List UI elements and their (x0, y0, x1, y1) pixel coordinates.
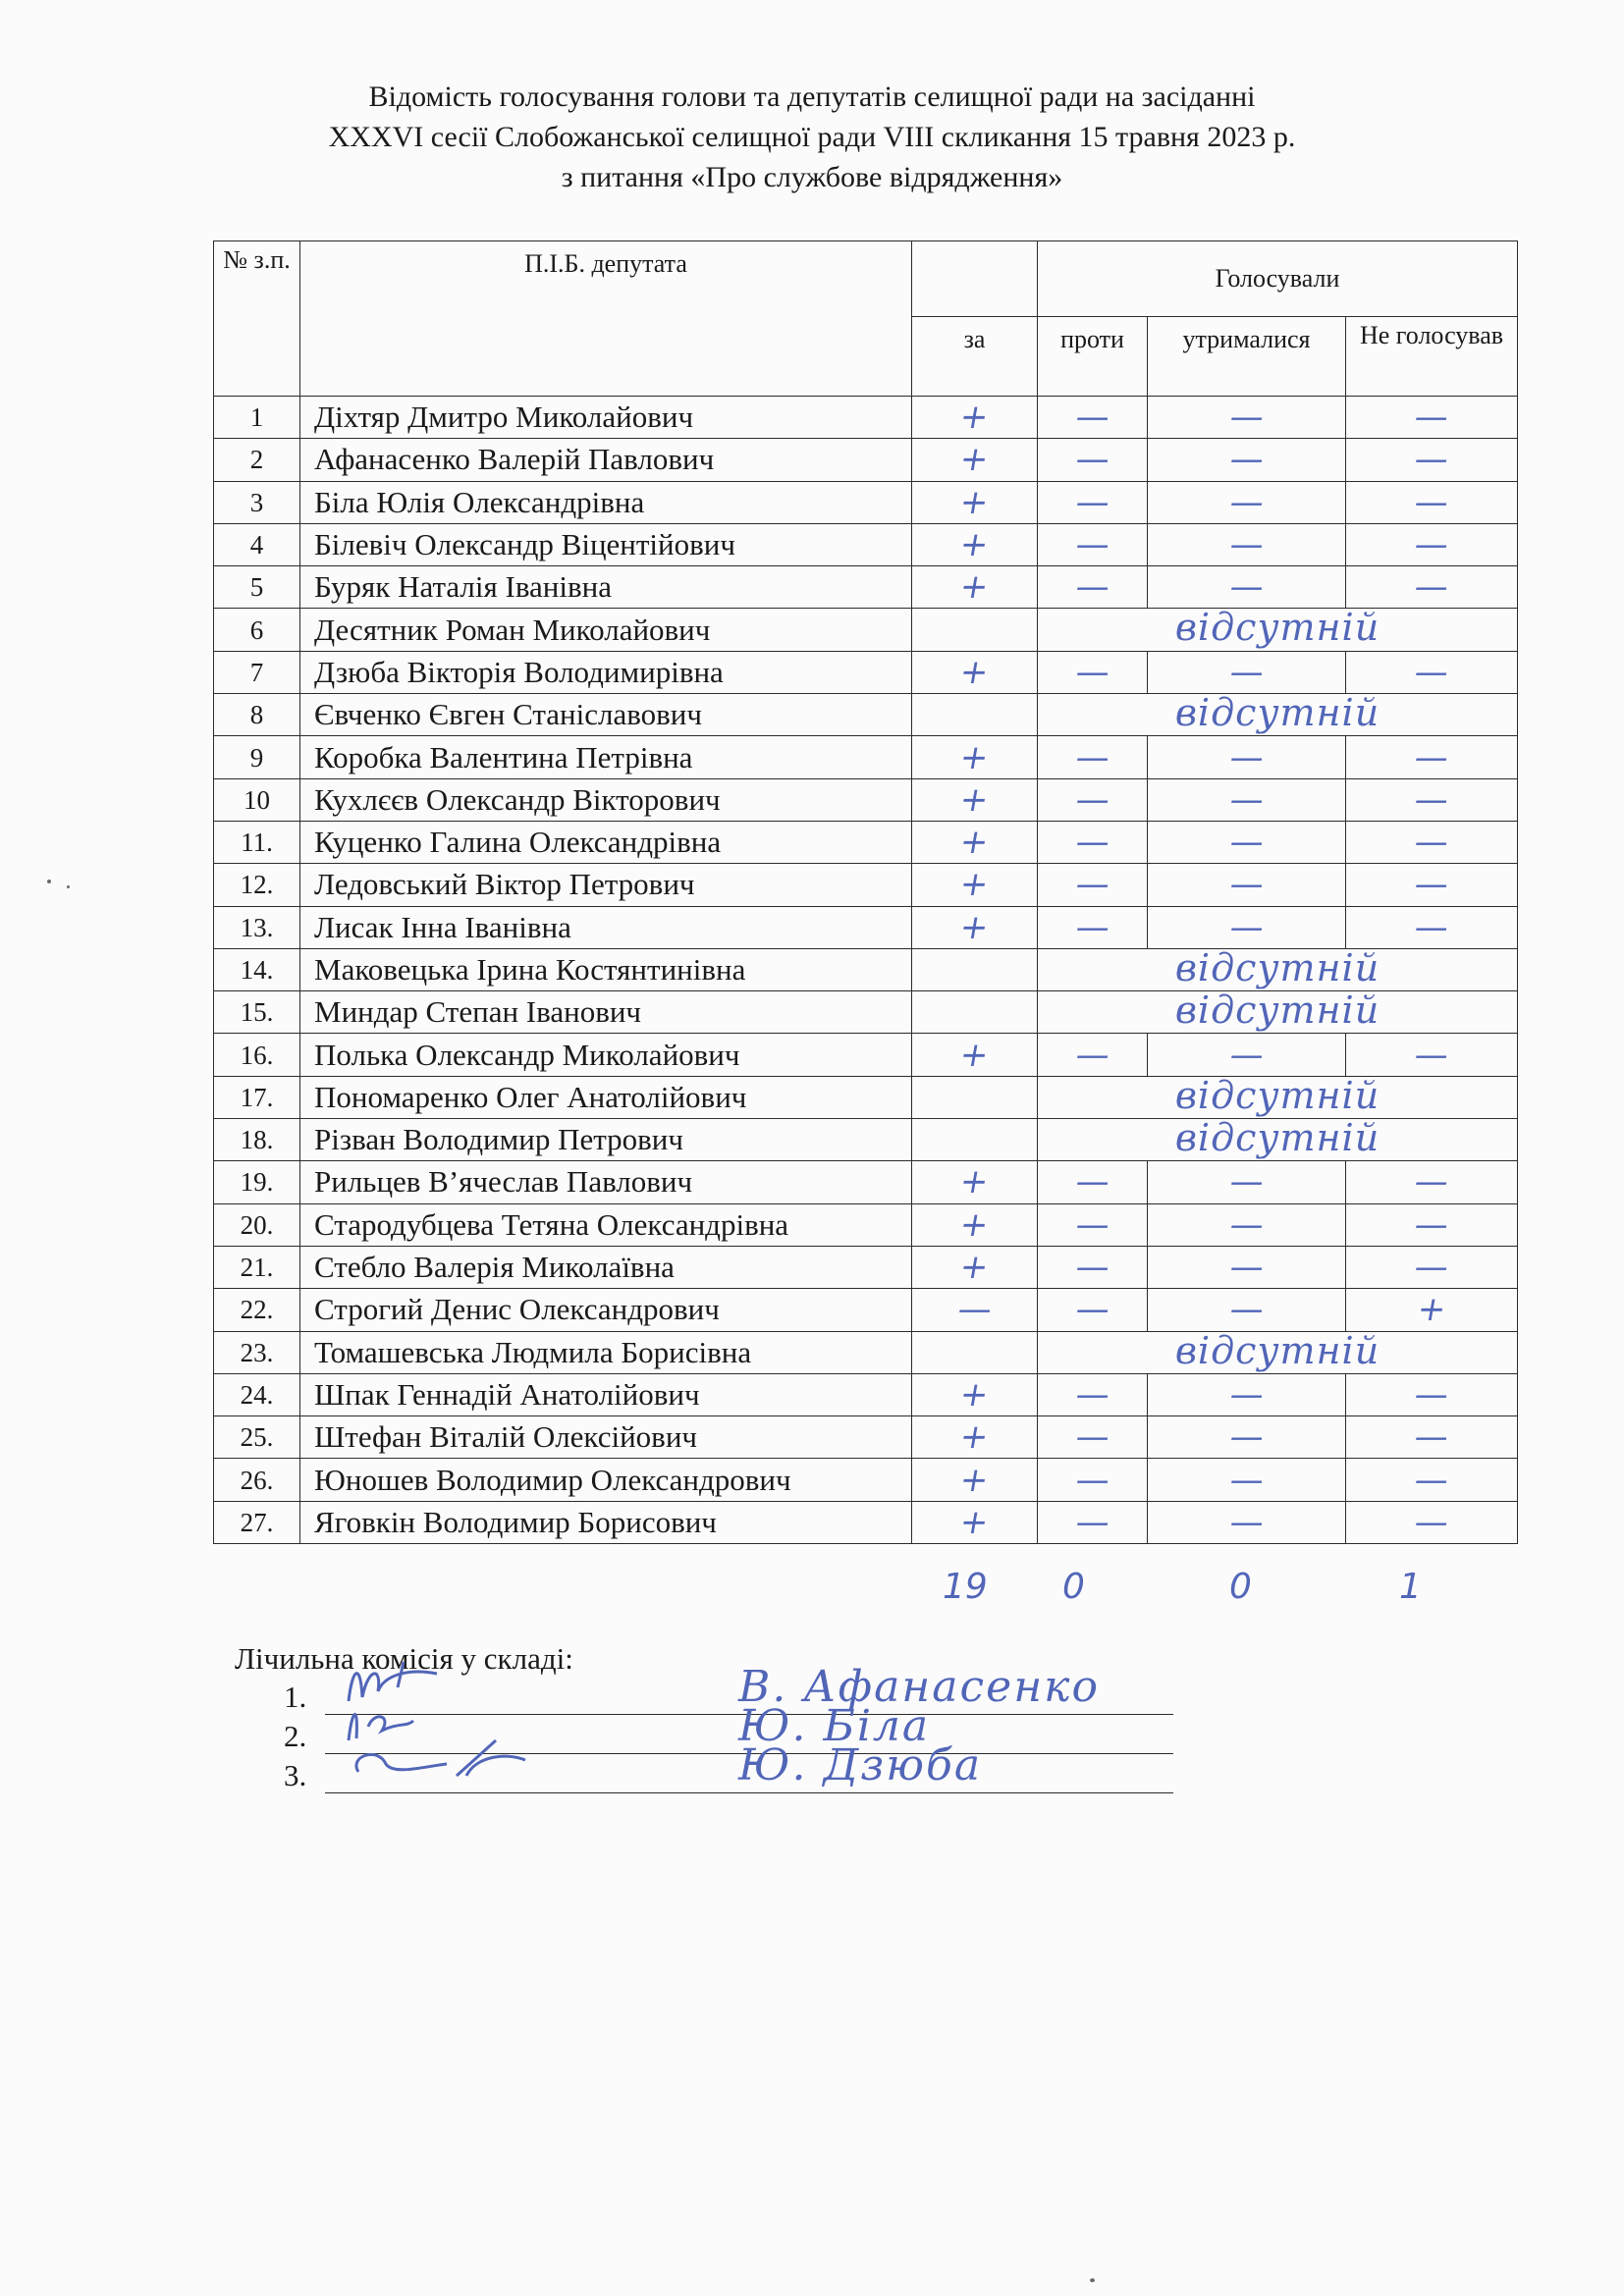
vote-not-voted-cell (1346, 1501, 1518, 1543)
absent-cell (1038, 609, 1518, 651)
scan-speck (67, 885, 70, 888)
vote-not-voted-cell (1346, 397, 1518, 439)
vote-mark: — (1411, 398, 1452, 438)
deputy-name: Юношев Володимир Олександрович (300, 1459, 912, 1501)
vote-against-cell (1038, 864, 1148, 906)
vote-against-cell (1038, 1034, 1148, 1076)
table-row (214, 1034, 1518, 1076)
vote-abstain-cell (1148, 906, 1346, 948)
table-row (214, 1246, 1518, 1288)
commission-member-name: В. Афанасенко (738, 1662, 1100, 1712)
vote-for-cell (912, 609, 1038, 651)
vote-abstain-cell (1148, 821, 1346, 863)
vote-not-voted-cell (1346, 906, 1518, 948)
vote-not-voted-cell (1346, 864, 1518, 906)
vote-mark: + (956, 1035, 993, 1075)
vote-for-cell (912, 1373, 1038, 1415)
vote-mark: + (956, 865, 993, 905)
vote-for-cell (912, 439, 1038, 481)
vote-mark: + (956, 1417, 993, 1458)
commission-member-number: 3. (284, 1758, 307, 1792)
deputy-name: Буряк Наталія Іванівна (300, 566, 912, 609)
vote-not-voted-cell (1346, 1416, 1518, 1459)
row-number: 8 (214, 694, 300, 736)
vote-not-voted-cell (1346, 1161, 1518, 1203)
vote-mark: — (1411, 1417, 1452, 1458)
commission-member-number: 1. (284, 1680, 307, 1714)
vote-abstain-cell (1148, 1034, 1346, 1076)
vote-mark: — (1071, 1162, 1113, 1202)
vote-against-cell (1038, 1203, 1148, 1246)
absent-cell (1038, 694, 1518, 736)
vote-abstain-cell (1148, 651, 1346, 693)
col-header-not-voted: Не голосував (1346, 317, 1518, 397)
vote-mark: — (1225, 1460, 1268, 1500)
vote-mark: — (1225, 1162, 1268, 1202)
vote-abstain-cell (1148, 1459, 1346, 1501)
vote-abstain-cell (1148, 736, 1346, 778)
vote-mark: — (1411, 525, 1452, 565)
vote-mark: — (1071, 1248, 1113, 1288)
vote-not-voted-cell (1346, 778, 1518, 821)
table-row (214, 948, 1518, 990)
vote-for-cell (912, 481, 1038, 523)
vote-mark: — (1225, 440, 1268, 480)
col-header-empty (912, 241, 1038, 317)
vote-mark: — (1225, 1417, 1268, 1458)
vote-not-voted-cell (1346, 439, 1518, 481)
voting-table (213, 240, 1518, 1544)
vote-abstain-cell (1148, 1289, 1346, 1331)
vote-against-cell (1038, 1501, 1148, 1543)
header-line-3: з питання «Про службове відрядження» (561, 161, 1063, 193)
vote-mark: — (1071, 1204, 1113, 1245)
vote-mark: — (1411, 440, 1452, 480)
vote-against-cell (1038, 1161, 1148, 1203)
vote-mark: + (956, 1162, 993, 1202)
row-number: 25. (214, 1416, 300, 1459)
vote-mark: + (956, 779, 993, 820)
vote-mark: + (956, 398, 993, 438)
table-row (214, 1076, 1518, 1118)
table-row (214, 1373, 1518, 1415)
vote-for-cell (912, 1501, 1038, 1543)
vote-for-cell (912, 1034, 1038, 1076)
vote-against-cell (1038, 1289, 1148, 1331)
vote-for-cell (912, 1331, 1038, 1373)
vote-mark: — (1225, 482, 1268, 522)
vote-abstain-cell (1148, 566, 1346, 609)
table-row (214, 1459, 1518, 1501)
row-number: 19. (214, 1161, 300, 1203)
deputy-name: Ледовський Віктор Петрович (300, 864, 912, 906)
table-row (214, 1203, 1518, 1246)
commission-member-name: Ю. Дзюба (738, 1740, 983, 1790)
vote-mark: — (1411, 779, 1452, 820)
absent-mark: відсутній (1174, 1118, 1380, 1160)
vote-against-cell (1038, 1246, 1148, 1288)
vote-for-cell (912, 778, 1038, 821)
vote-against-cell (1038, 821, 1148, 863)
vote-mark: — (1225, 907, 1268, 947)
vote-not-voted-cell (1346, 523, 1518, 565)
absent-mark: відсутній (1174, 1076, 1380, 1117)
absent-mark: відсутній (1174, 693, 1380, 735)
deputy-name: Томашевська Людмила Борисівна (300, 1331, 912, 1373)
col-header-name: П.І.Б. депутата (300, 241, 912, 397)
table-row (214, 1289, 1518, 1331)
row-number: 14. (214, 948, 300, 990)
vote-mark: + (956, 525, 993, 565)
deputy-name: Стародубцева Тетяна Олександрівна (300, 1203, 912, 1246)
absent-cell (1038, 1331, 1518, 1373)
vote-mark: + (956, 907, 993, 947)
deputy-name: Кухлєєв Олександр Вікторович (300, 778, 912, 821)
vote-mark: + (956, 1204, 993, 1245)
vote-for-cell (912, 991, 1038, 1034)
vote-for-cell (912, 1289, 1038, 1331)
vote-mark: — (1225, 567, 1268, 608)
col-header-against: проти (1038, 317, 1148, 397)
deputy-name: Коробка Валентина Петрівна (300, 736, 912, 778)
vote-mark: — (1071, 1374, 1113, 1415)
row-number: 12. (214, 864, 300, 906)
commission-member-name: Ю. Біла (738, 1701, 931, 1751)
table-row (214, 1119, 1518, 1161)
deputy-name: Шпак Геннадій Анатолійович (300, 1373, 912, 1415)
vote-mark: — (1071, 652, 1113, 692)
vote-against-cell (1038, 397, 1148, 439)
deputy-name: Пономаренко Олег Анатолійович (300, 1076, 912, 1118)
vote-for-cell (912, 1119, 1038, 1161)
vote-mark: + (956, 1248, 993, 1288)
vote-mark: + (956, 1460, 993, 1500)
vote-mark: — (1411, 1248, 1452, 1288)
vote-mark: — (1225, 1035, 1268, 1075)
vote-against-cell (1038, 906, 1148, 948)
vote-abstain-cell (1148, 397, 1346, 439)
scan-speck (1090, 2278, 1095, 2282)
vote-not-voted-cell (1346, 1373, 1518, 1415)
vote-mark: — (1411, 737, 1452, 777)
vote-mark: + (956, 737, 993, 777)
vote-abstain-cell (1148, 778, 1346, 821)
vote-not-voted-cell (1346, 1203, 1518, 1246)
vote-against-cell (1038, 1373, 1148, 1415)
vote-for-cell (912, 694, 1038, 736)
absent-mark: відсутній (1174, 990, 1380, 1033)
row-number: 18. (214, 1119, 300, 1161)
absent-cell (1038, 991, 1518, 1034)
vote-mark: — (1071, 482, 1113, 522)
row-number: 16. (214, 1034, 300, 1076)
deputy-name: Різван Володимир Петрович (300, 1119, 912, 1161)
deputy-name: Рильцев В’ячеслав Павлович (300, 1161, 912, 1203)
absent-mark: відсутній (1174, 608, 1380, 650)
row-number: 6 (214, 609, 300, 651)
table-row (214, 864, 1518, 906)
vote-abstain-cell (1148, 439, 1346, 481)
row-number: 9 (214, 736, 300, 778)
absent-mark: відсутній (1174, 948, 1380, 989)
col-header-voted: Голосували (1038, 241, 1518, 317)
deputy-name: Діхтяр Дмитро Миколайович (300, 397, 912, 439)
deputy-name: Афанасенко Валерій Павлович (300, 439, 912, 481)
row-number: 21. (214, 1246, 300, 1288)
vote-mark: — (1225, 1248, 1268, 1288)
vote-mark: — (1071, 440, 1113, 480)
vote-against-cell (1038, 481, 1148, 523)
vote-not-voted-cell (1346, 481, 1518, 523)
vote-mark: — (1225, 823, 1268, 863)
deputy-name: Строгий Денис Олександрович (300, 1289, 912, 1331)
vote-mark: + (1414, 1290, 1449, 1330)
table-row (214, 439, 1518, 481)
absent-cell (1038, 948, 1518, 990)
deputy-name: Лисак Інна Іванівна (300, 906, 912, 948)
table-row (214, 609, 1518, 651)
vote-abstain-cell (1148, 523, 1346, 565)
vote-not-voted-cell (1346, 1289, 1518, 1331)
vote-mark: — (1071, 907, 1113, 947)
vote-abstain-cell (1148, 1246, 1346, 1288)
row-number: 26. (214, 1459, 300, 1501)
vote-mark: — (1411, 1204, 1452, 1245)
row-number: 13. (214, 906, 300, 948)
table-row (214, 991, 1518, 1034)
vote-mark: — (1225, 525, 1268, 565)
deputy-name: Білевіч Олександр Віцентійович (300, 523, 912, 565)
total-for: 19 (943, 1567, 988, 1607)
vote-mark: — (1411, 1162, 1452, 1202)
row-number: 27. (214, 1501, 300, 1543)
table-row (214, 523, 1518, 565)
table-row (214, 1161, 1518, 1203)
table-row (214, 1331, 1518, 1373)
row-number: 23. (214, 1331, 300, 1373)
vote-for-cell (912, 523, 1038, 565)
row-number: 15. (214, 991, 300, 1034)
vote-mark: — (1411, 865, 1452, 905)
vote-for-cell (912, 864, 1038, 906)
vote-mark: — (1225, 1204, 1268, 1245)
vote-mark: — (1225, 652, 1268, 692)
col-header-for: за (912, 317, 1038, 397)
table-row (214, 1416, 1518, 1459)
deputy-name: Куценко Галина Олександрівна (300, 821, 912, 863)
vote-mark: — (1411, 907, 1452, 947)
table-row (214, 481, 1518, 523)
vote-for-cell (912, 1416, 1038, 1459)
vote-against-cell (1038, 651, 1148, 693)
vote-not-voted-cell (1346, 651, 1518, 693)
absent-cell (1038, 1076, 1518, 1118)
row-number: 22. (214, 1289, 300, 1331)
signature-image (339, 1736, 565, 1796)
vote-abstain-cell (1148, 1501, 1346, 1543)
vote-mark: + (956, 652, 993, 692)
vote-mark: + (956, 567, 993, 608)
vote-against-cell (1038, 778, 1148, 821)
vote-for-cell (912, 1161, 1038, 1203)
commission-label: Лічильна комісія у складі: (235, 1641, 573, 1676)
vote-mark: — (1411, 1502, 1452, 1542)
vote-mark: — (1411, 1374, 1452, 1415)
document-header (0, 77, 1624, 197)
vote-mark: — (1225, 1502, 1268, 1542)
table-row (214, 778, 1518, 821)
vote-not-voted-cell (1346, 1034, 1518, 1076)
row-number: 17. (214, 1076, 300, 1118)
vote-mark: — (1071, 1502, 1113, 1542)
vote-for-cell (912, 948, 1038, 990)
table-row (214, 736, 1518, 778)
vote-mark: — (953, 1290, 996, 1330)
absent-mark: відсутній (1174, 1331, 1380, 1372)
deputy-name: Біла Юлія Олександрівна (300, 481, 912, 523)
vote-for-cell (912, 821, 1038, 863)
total-not-voted: 1 (1399, 1567, 1422, 1607)
vote-mark: — (1071, 567, 1113, 608)
vote-mark: — (1411, 1460, 1452, 1500)
row-number: 20. (214, 1203, 300, 1246)
row-number: 1 (214, 397, 300, 439)
vote-mark: — (1225, 1290, 1268, 1330)
vote-for-cell (912, 1246, 1038, 1288)
vote-abstain-cell (1148, 1203, 1346, 1246)
vote-against-cell (1038, 566, 1148, 609)
vote-mark: + (956, 1502, 993, 1542)
row-number: 11. (214, 821, 300, 863)
vote-against-cell (1038, 439, 1148, 481)
deputy-name: Маковецька Ірина Костянтинівна (300, 948, 912, 990)
total-abstain: 0 (1229, 1567, 1252, 1607)
vote-mark: — (1225, 1374, 1268, 1415)
vote-mark: — (1071, 1035, 1113, 1075)
deputy-name: Стебло Валерія Миколаївна (300, 1246, 912, 1288)
table-row (214, 821, 1518, 863)
vote-mark: — (1225, 865, 1268, 905)
vote-mark: — (1411, 482, 1452, 522)
vote-abstain-cell (1148, 1161, 1346, 1203)
vote-for-cell (912, 1076, 1038, 1118)
vote-mark: + (956, 823, 993, 863)
vote-not-voted-cell (1346, 1246, 1518, 1288)
vote-abstain-cell (1148, 1416, 1346, 1459)
vote-against-cell (1038, 736, 1148, 778)
deputy-name: Десятник Роман Миколайович (300, 609, 912, 651)
vote-mark: — (1071, 737, 1113, 777)
vote-not-voted-cell (1346, 736, 1518, 778)
vote-mark: + (956, 440, 993, 480)
vote-mark: — (1071, 1417, 1113, 1458)
vote-mark: — (1225, 779, 1268, 820)
vote-mark: — (1071, 1460, 1113, 1500)
vote-mark: — (1411, 567, 1452, 608)
col-header-number: № з.п. (214, 241, 300, 397)
header-line-1: Відомість голосування голови та депутатів селищної ради на засіданні (368, 80, 1256, 113)
vote-mark: — (1071, 865, 1113, 905)
deputy-name: Полька Олександр Миколайович (300, 1034, 912, 1076)
vote-for-cell (912, 1459, 1038, 1501)
vote-not-voted-cell (1346, 821, 1518, 863)
vote-not-voted-cell (1346, 566, 1518, 609)
row-number: 4 (214, 523, 300, 565)
row-number: 5 (214, 566, 300, 609)
total-against: 0 (1062, 1567, 1085, 1607)
vote-for-cell (912, 397, 1038, 439)
row-number: 2 (214, 439, 300, 481)
vote-mark: — (1071, 525, 1113, 565)
row-number: 24. (214, 1373, 300, 1415)
vote-not-voted-cell (1346, 1459, 1518, 1501)
voting-rows (214, 397, 1518, 1544)
vote-for-cell (912, 906, 1038, 948)
table-row (214, 651, 1518, 693)
row-number: 10 (214, 778, 300, 821)
table-row (214, 694, 1518, 736)
header-line-2: XXXVI сесії Слобожанської селищної ради VIII скликання 15 травня 2023 р. (328, 121, 1296, 153)
vote-mark: — (1225, 737, 1268, 777)
deputy-name: Яговкін Володимир Борисович (300, 1501, 912, 1543)
vote-mark: — (1071, 1290, 1113, 1330)
vote-for-cell (912, 1203, 1038, 1246)
vote-against-cell (1038, 523, 1148, 565)
vote-for-cell (912, 566, 1038, 609)
vote-mark: — (1411, 823, 1452, 863)
vote-abstain-cell (1148, 864, 1346, 906)
vote-mark: — (1411, 1035, 1452, 1075)
vote-mark: — (1411, 652, 1452, 692)
row-number: 3 (214, 481, 300, 523)
vote-mark: — (1071, 779, 1113, 820)
vote-mark: — (1225, 398, 1268, 438)
table-row (214, 566, 1518, 609)
deputy-name: Дзюба Вікторія Володимирівна (300, 651, 912, 693)
table-row (214, 1501, 1518, 1543)
vote-abstain-cell (1148, 1373, 1346, 1415)
vote-for-cell (912, 736, 1038, 778)
vote-abstain-cell (1148, 481, 1346, 523)
vote-against-cell (1038, 1459, 1148, 1501)
vote-mark: + (956, 1374, 993, 1415)
col-header-abstain: утрималися (1148, 317, 1346, 397)
commission-member-number: 2. (284, 1719, 307, 1753)
table-row (214, 906, 1518, 948)
deputy-name: Миндар Степан Іванович (300, 991, 912, 1034)
vote-for-cell (912, 651, 1038, 693)
vote-mark: — (1071, 398, 1113, 438)
vote-mark: + (956, 482, 993, 522)
absent-cell (1038, 1119, 1518, 1161)
vote-mark: — (1071, 823, 1113, 863)
scan-speck (47, 880, 51, 883)
vote-against-cell (1038, 1416, 1148, 1459)
deputy-name: Штефан Віталій Олексійович (300, 1416, 912, 1459)
row-number: 7 (214, 651, 300, 693)
table-row (214, 397, 1518, 439)
deputy-name: Євченко Євген Станіславович (300, 694, 912, 736)
